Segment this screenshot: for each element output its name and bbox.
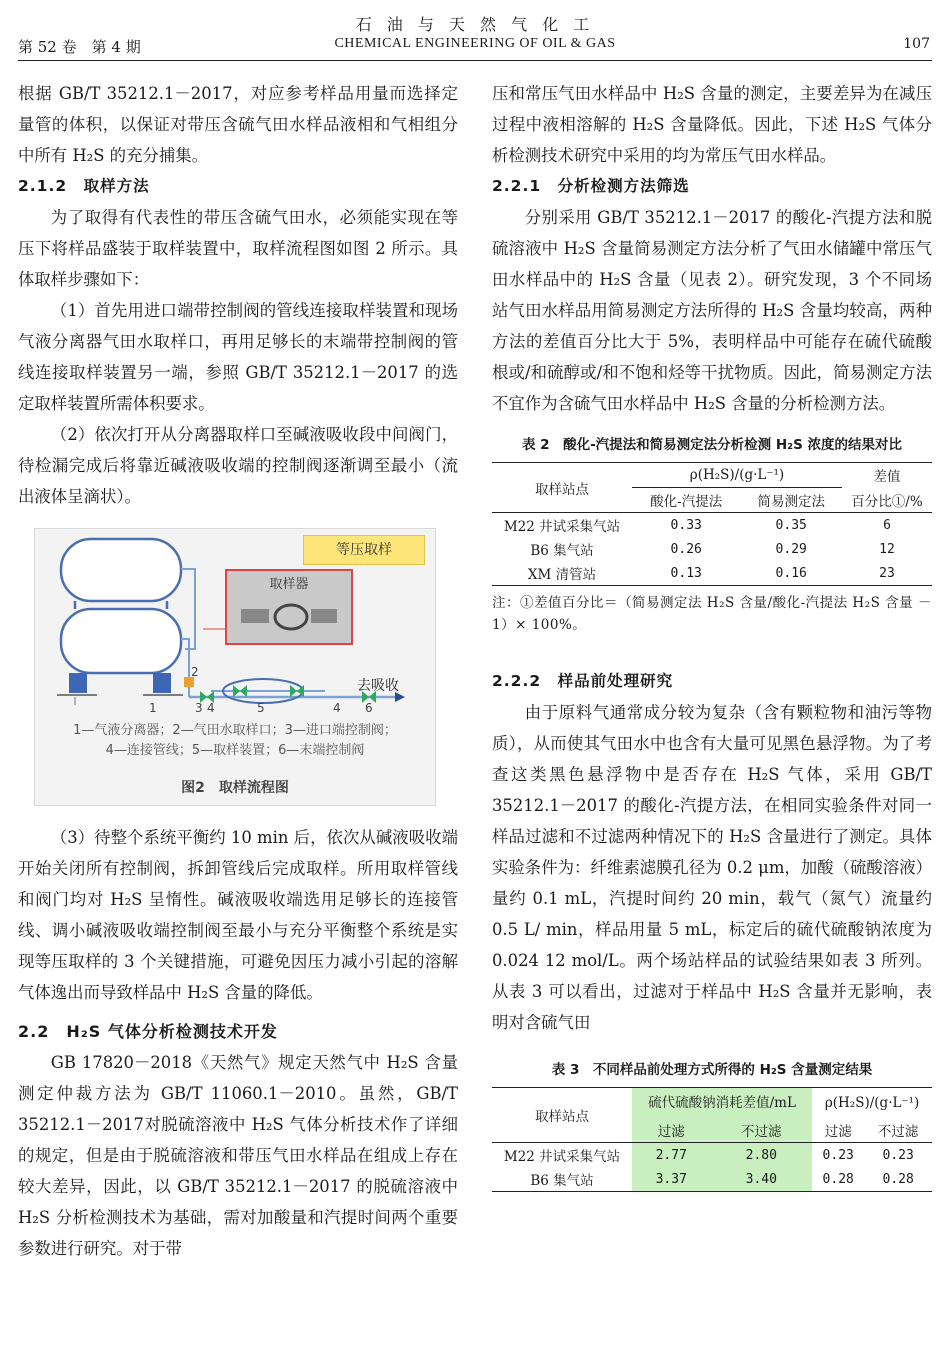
section-heading-2-2: 2.2 H₂S 气体分析检测技术开发 bbox=[18, 1022, 278, 1041]
table-3 bbox=[492, 1087, 932, 1192]
table-row: M22 井试采集气站 2.77 2.80 0.23 0.23 bbox=[492, 1143, 932, 1168]
page-number: 107 bbox=[903, 36, 930, 52]
col-header-diff: 差值 bbox=[873, 469, 901, 486]
paragraph: GB 17820－2018《天然气》规定天然气中 H₂S 含量测定仲裁方法为 GB/T 11060.1－2010。虽然，GB/T 35212.1－2017对脱硫溶液中 H₂S 气体分析技术作了详细的规定，但是由于脱硫溶液和带压气田水样品在组成上存在较大差异，因此，以 GB/T 35212.1－2017 的脱硫溶液中 H₂S 分析检测技术为基础，需对加酸量和汽提时间两个重要参数进行研究。对于带 bbox=[18, 1053, 458, 1258]
diagram-number: 3 bbox=[195, 701, 203, 715]
header-rule bbox=[18, 60, 932, 61]
col-header-diff-percent: 百分比①/% bbox=[842, 488, 932, 513]
to-absorption-label: 去吸收 bbox=[357, 678, 399, 694]
paragraph: 为了取得有代表性的带压含硫气田水，必须能实现在等压下将样品盛装于取样装置中，取样流程图如图 2 所示。具体取样步骤如下： bbox=[18, 208, 458, 289]
table-2-note: 注：①差值百分比＝（简易测定法 H₂S 含量/酸化-汽提法 H₂S 含量 － 1）× 100%。 bbox=[492, 595, 932, 633]
table-2 bbox=[492, 462, 932, 586]
paragraph: 根据 GB/T 35212.1－2017，对应参考样品用量而选择定量管的体积，以保证对带压含硫气田水样品液相和气相组分中所有 H₂S 的充分捕集。 bbox=[18, 84, 458, 165]
isobaric-sampling-tag: 等压取样 bbox=[303, 535, 425, 565]
sampler-label: 取样器 bbox=[269, 577, 309, 592]
paragraph: 分别采用 GB/T 35212.1－2017 的酸化-汽提方法和脱硫溶液中 H₂S 含量简易测定方法分析了气田水储罐中常压气田水样品中的 H₂S 含量（见表 2）。研究发现，3 个不同场站气田水样品用简易测定方法所得的 H₂S 含量均较高，两种方法的差值百分比大于 5%，表明样品中可能存在硫代硫酸根或/和硫醇或/和不饱和烃等干扰物质。因此，简易测定方法不宜作为含硫气田水样品中 H₂S 含量的分析检测方法。 bbox=[492, 208, 932, 413]
col-header-simple-method: 简易测定法 bbox=[740, 488, 842, 513]
col-header-acid-stripping: 酸化-汽提法 bbox=[632, 488, 740, 513]
table-3-caption: 表 3 不同样品前处理方式所得的 H₂S 含量测定结果 bbox=[551, 1062, 873, 1078]
diagram-number: 6 bbox=[365, 701, 373, 715]
section-heading-2-2-1: 2.2.1 分析检测方法筛选 bbox=[492, 177, 690, 195]
table-row: XM 清管站 0.13 0.16 23 bbox=[492, 561, 932, 586]
section-heading-2-1-2: 2.1.2 取样方法 bbox=[18, 177, 150, 195]
col-header-unfiltered: 不过滤 bbox=[864, 1118, 932, 1143]
sampler-photo bbox=[225, 569, 353, 645]
figure-caption: 图2 取样流程图 bbox=[181, 780, 289, 796]
valve-icon bbox=[233, 685, 247, 697]
figure-legend-line-1: 1—气液分离器；2—气田水取样口；3—进口端控制阀； bbox=[73, 723, 397, 738]
col-header-filtered: 过滤 bbox=[632, 1118, 711, 1143]
col-header-h2s-concentration: ρ(H₂S)/(g·L⁻¹) bbox=[824, 1095, 920, 1111]
diagram-number: 5 bbox=[257, 701, 265, 715]
col-header-site: 取样站点 bbox=[492, 463, 632, 513]
diagram-number: 4 bbox=[207, 701, 215, 715]
table-row: B6 集气站 0.26 0.29 12 bbox=[530, 541, 895, 559]
table-2-caption: 表 2 酸化-汽提法和简易测定法分析检测 H₂S 浓度的结果对比 bbox=[521, 437, 903, 453]
table-row: B6 集气站 3.37 3.40 0.28 0.28 bbox=[492, 1167, 932, 1192]
left-column bbox=[18, 78, 458, 1264]
table-row: M22 井试采集气站 0.33 0.35 6 bbox=[503, 517, 891, 535]
journal-title-cn: 石 油 与 天 然 气 化 工 bbox=[355, 15, 595, 34]
paragraph: （1）首先用进口端带控制阀的管线连接取样装置和现场气液分离器气田水取样口，再用足够长的末端带控制阀的管线连接取样装置另一端，参照 GB/T 35212.1－2017 的选定取样装置所需体积要求。 bbox=[18, 301, 458, 413]
gas-liquid-separator-icon bbox=[57, 539, 183, 695]
volume-issue: 第 52 卷 第 4 期 bbox=[18, 38, 141, 56]
col-header-unfiltered: 不过滤 bbox=[711, 1118, 813, 1143]
section-heading-2-2-2: 2.2.2 样品前处理研究 bbox=[492, 672, 674, 690]
paragraph: （2）依次打开从分离器取样口至碱液吸收段中间阀门，待检漏完成后将靠近碱液吸收端的控制阀逐渐调至最小（流出液体呈滴状）。 bbox=[18, 425, 458, 506]
diagram-number: 1 bbox=[149, 701, 157, 715]
diagram-number: 4 bbox=[333, 701, 341, 715]
right-column bbox=[492, 78, 932, 1192]
diagram-number: 2 bbox=[191, 665, 199, 679]
col-header-site: 取样站点 bbox=[492, 1088, 632, 1143]
col-header-thiosulfate: 硫代硫酸钠消耗差值/mL bbox=[632, 1088, 812, 1119]
paragraph: 由于原料气通常成分较为复杂（含有颗粒物和油污等物质），从而使其气田水中也含有大量可见黑色悬浮物。为了考查这类黑色悬浮物中是否存在 H₂S 气体，采用 GB/T 35212.1－2017 的酸化-汽提方法，在相同实验条件对同一样品过滤和不过滤两种情况下的 H₂S 含量进行了测定。具体实验条件为：纤维素滤膜孔径为 0.2 μm，加酸（硫酸溶液）量约 0.1 mL，汽提时间约 20 min，载气（氮气）流量约 0.5 L/ min，样品用量 5 mL，标定后的硫代硫酸钠浓度为 0.024 12 mol/L。两个场站样品的试验结果如表 3 所列。从表 3 可以看出，过滤对于样品中 H₂S 含量并无影响，表明对含硫气田 bbox=[492, 703, 932, 1032]
journal-title-en: CHEMICAL ENGINEERING OF OIL & GAS bbox=[334, 36, 616, 51]
figure-legend-line-2: 4—连接管线；5—取样装置；6—末端控制阀 bbox=[105, 743, 365, 758]
col-header-filtered: 过滤 bbox=[812, 1118, 864, 1143]
col-header-h2s-concentration: ρ(H₂S)/(g·L⁻¹) bbox=[632, 463, 842, 488]
paragraph: （3）待整个系统平衡约 10 min 后，依次从碱液吸收端开始关闭所有控制阀，拆卸管线后完成取样。所用取样管线和阀门均对 H₂S 呈惰性。碱液吸收端选用足够长的连接管线、调小碱液吸收端控制阀至最小与充分平衡整个系统是实现等压取样的 3 个关键措施，可避免因压力减小引起的溶解气体逸出而导致样品中 H₂S 含量的降低。 bbox=[18, 828, 458, 1002]
figure-2-sampling-flow bbox=[34, 528, 436, 806]
paragraph: 压和常压气田水样品中 H₂S 含量的测定，主要差异为在减压过程中液相溶解的 H₂S 含量降低。因此，下述 H₂S 气体分析检测技术研究中采用的均为常压气田水样品。 bbox=[492, 84, 932, 165]
